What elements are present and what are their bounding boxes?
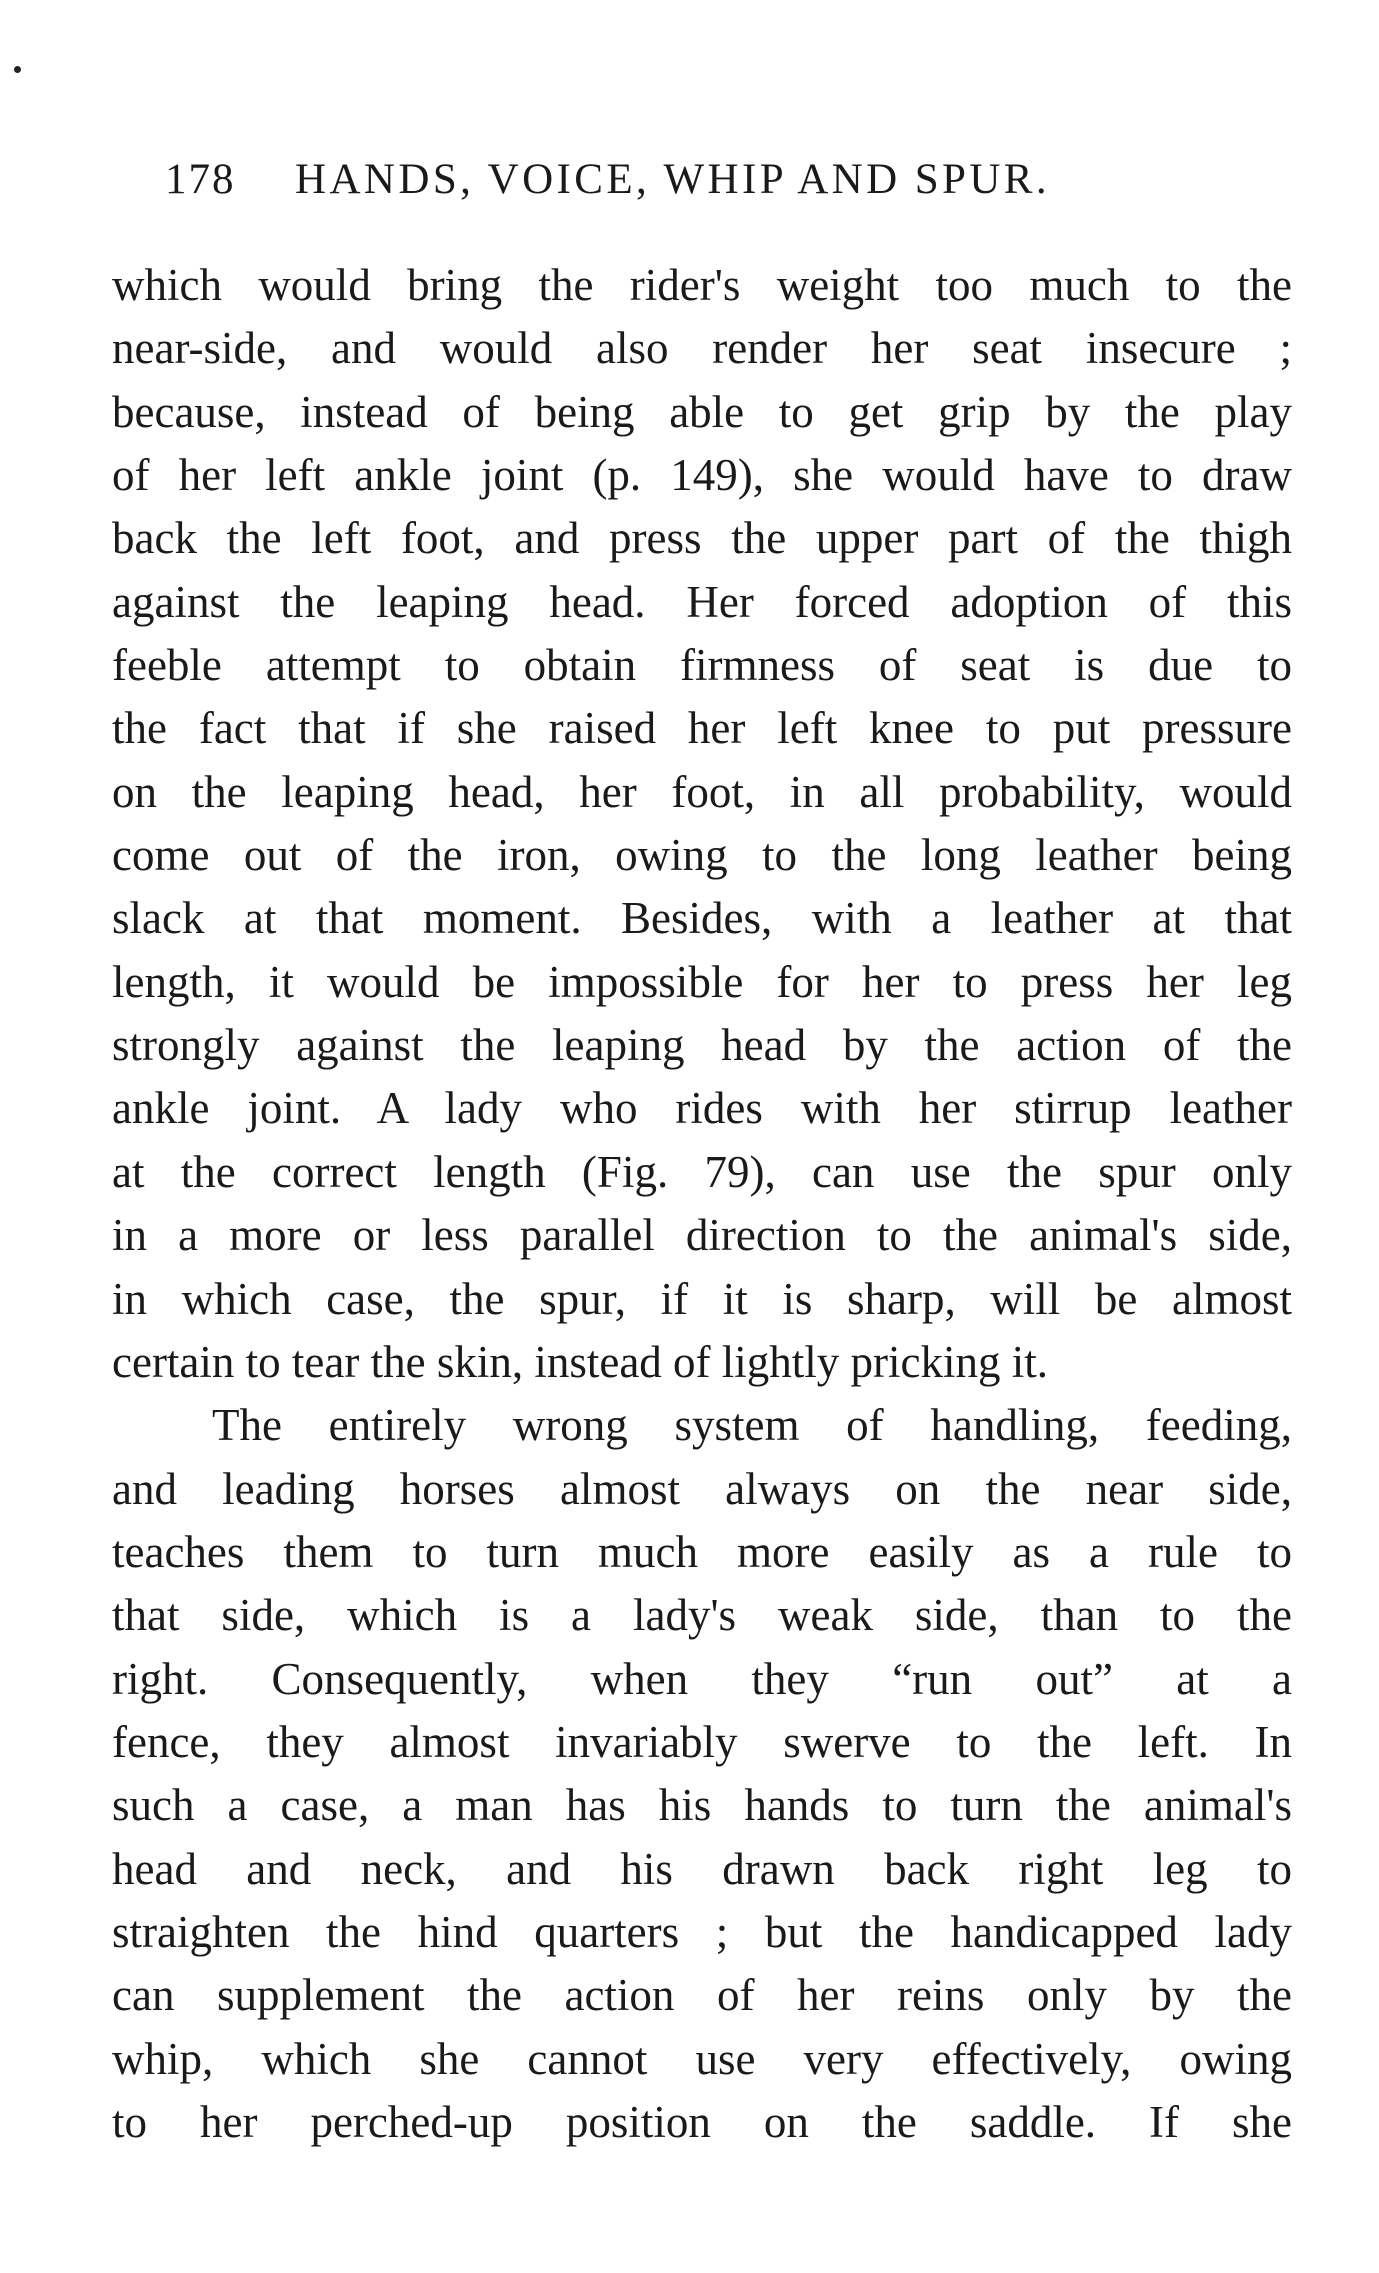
text-line: length, it would be impossible for her to press her leg: [112, 956, 1292, 1007]
text-line: which would bring the rider's weight too much to the: [112, 260, 1292, 310]
text-line: teaches them to turn much more easily as a rule to: [112, 1526, 1292, 1577]
text-line: The entirely wrong system of handling, feeding,: [212, 1400, 1292, 1451]
text-line: certain to tear the skin, instead of lightly pricking it.: [112, 1336, 1049, 1387]
text-line: whip, which she cannot use very effectively, owing: [112, 2033, 1292, 2084]
ink-speck: [14, 66, 21, 73]
text-line: and leading horses almost always on the near side,: [112, 1463, 1292, 1514]
body-text: [112, 254, 1292, 2154]
text-line: strongly against the leaping head by the action of the: [112, 1020, 1292, 1071]
text-line: because, instead of being able to get grip by the play: [112, 386, 1292, 437]
text-line: ankle joint. A lady who rides with her stirrup leather: [112, 1083, 1292, 1134]
text-line: come out of the iron, owing to the long leather being: [112, 830, 1292, 881]
running-header: [165, 155, 1165, 215]
text-line: to her perched-up position on the saddle. If she: [112, 2096, 1292, 2147]
text-line: slack at that moment. Besides, with a leather at that: [112, 893, 1292, 944]
running-title: HANDS, VOICE, WHIP AND SPUR.: [295, 156, 1051, 203]
text-line: back the left foot, and press the upper part of the thigh: [112, 513, 1292, 564]
text-line: can supplement the action of her reins only by the: [112, 1970, 1292, 2021]
text-line: right. Consequently, when they “run out” at a: [112, 1653, 1292, 1704]
text-line: near-side, and would also render her seat insecure ;: [112, 323, 1292, 374]
text-line: of her left ankle joint (p. 149), she would have to draw: [112, 450, 1292, 501]
page-number: 178: [165, 156, 236, 203]
text-line: such a case, a man has his hands to turn the animal's: [112, 1780, 1292, 1831]
text-line: fence, they almost invariably swerve to the left. In: [112, 1716, 1292, 1767]
text-line: head and neck, and his drawn back right leg to: [112, 1843, 1292, 1894]
text-line: that side, which is a lady's weak side, than to the: [112, 1590, 1292, 1641]
text-line: at the correct length (Fig. 79), can use the spur only: [112, 1146, 1292, 1197]
text-line: straighten the hind quarters ; but the handicapped lady: [112, 1906, 1292, 1957]
text-line: in which case, the spur, if it is sharp, will be almost: [112, 1273, 1292, 1324]
text-line: the fact that if she raised her left knee to put pressure: [112, 703, 1292, 754]
text-line: feeble attempt to obtain firmness of seat is due to: [112, 640, 1292, 691]
text-line: on the leaping head, her foot, in all probability, would: [112, 766, 1292, 817]
text-line: in a more or less parallel direction to the animal's side,: [112, 1210, 1292, 1261]
text-line: against the leaping head. Her forced adoption of this: [112, 576, 1292, 627]
